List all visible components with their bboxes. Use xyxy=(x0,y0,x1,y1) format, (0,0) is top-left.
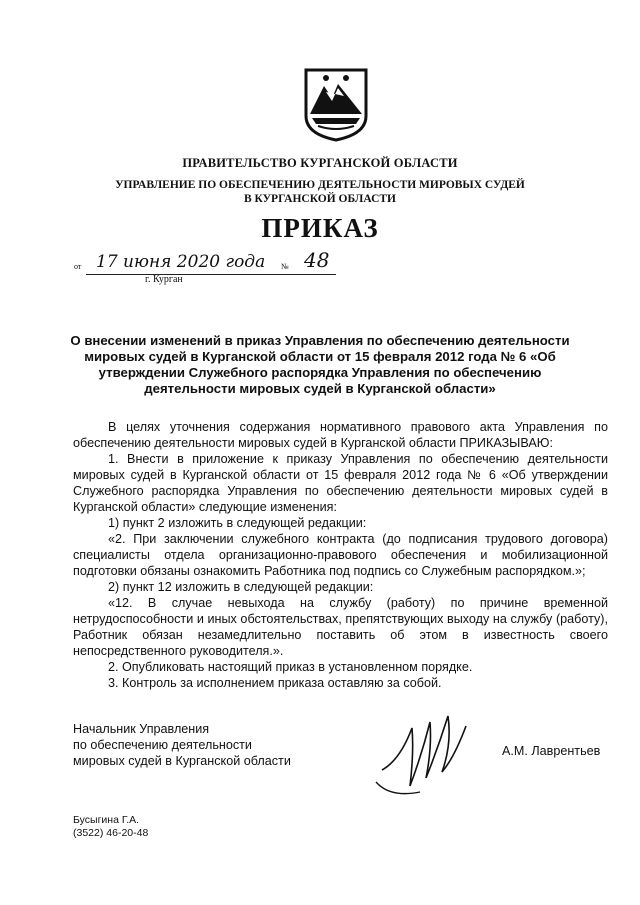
number-sign: № xyxy=(281,262,289,271)
order-city: г. Курган xyxy=(145,274,183,285)
date-prefix: от xyxy=(74,262,82,271)
executor-name: Бусыгина Г.А. xyxy=(73,814,140,826)
body-paragraph: 2) пункт 12 изложить в следующей редакции: xyxy=(108,580,374,594)
body-paragraph: 2. Опубликовать настоящий приказ в установленном порядке. xyxy=(108,660,473,674)
signatory-name: А.М. Лаврентьев xyxy=(502,744,601,758)
order-number-handwritten: 48 xyxy=(304,248,330,272)
document-type-title: ПРИКАЗ xyxy=(261,213,379,243)
number-underline xyxy=(288,274,336,275)
position-line: по обеспечению деятельности xyxy=(73,738,252,752)
signatory-position xyxy=(73,721,291,769)
body-paragraph: 1) пункт 2 изложить в следующей редакции: xyxy=(108,516,367,530)
body-paragraph: «12. В случае невыхода на службу (работу) по причине временной нетрудоспособности и иных обстоятельствах, препятствующих выходу на службу (работу), Работник обязан незамедлительно поставить об этом в известность своего непосредственного руководителя.». xyxy=(73,596,608,658)
order-date-handwritten: 17 июня 2020 года xyxy=(96,252,266,272)
body-paragraph: 3. Контроль за исполнением приказа оставляю за собой. xyxy=(108,676,442,690)
order-body xyxy=(73,419,608,691)
order-heading: О внесении изменений в приказ Управления по обеспечению деятельности мировых судей в Курганской области от 15 февраля 2012 года № 6 «Об утверждении Служебного распорядка Управления по обеспечению деятельности мировых судей в Курганской области» xyxy=(70,333,570,396)
department-name-line1: УПРАВЛЕНИЕ ПО ОБЕСПЕЧЕНИЮ ДЕЯТЕЛЬНОСТИ МИРОВЫХ СУДЕЙ xyxy=(115,179,525,191)
department-name-line2: В КУРГАНСКОЙ ОБЛАСТИ xyxy=(243,193,397,205)
coat-of-arms-icon xyxy=(304,68,368,142)
body-paragraph: «2. При заключении служебного контракта (до подписания трудового договора) специалисты отдела организационно-правового обеспечения и мобилизационной подготовки обязаны ознакомить Работника под подпись со Служебным распорядком.»; xyxy=(73,532,608,578)
position-line: Начальник Управления xyxy=(73,722,210,736)
order-date-number-row xyxy=(74,250,344,280)
body-paragraph: 1. Внести в приложение к приказу Управления по обеспечению деятельности мировых судей в Курганской области от 15 февраля 2012 года № 6 «Об утверждении Служебного распорядка Управления по обеспечению деятельности мировых судей в Курганской области» следующие изменения: xyxy=(73,452,608,514)
body-paragraph: В целях уточнения содержания нормативного правового акта Управления по обеспечению деятельности мировых судей в Курганской области ПРИКАЗЫВАЮ: xyxy=(73,420,608,450)
executor-info xyxy=(73,814,148,840)
government-name: ПРАВИТЕЛЬСТВО КУРГАНСКОЙ ОБЛАСТИ xyxy=(182,156,458,170)
position-line: мировых судей в Курганской области xyxy=(73,754,291,768)
executor-phone: (3522) 46-20-48 xyxy=(73,827,149,839)
handwritten-signature xyxy=(370,708,480,800)
